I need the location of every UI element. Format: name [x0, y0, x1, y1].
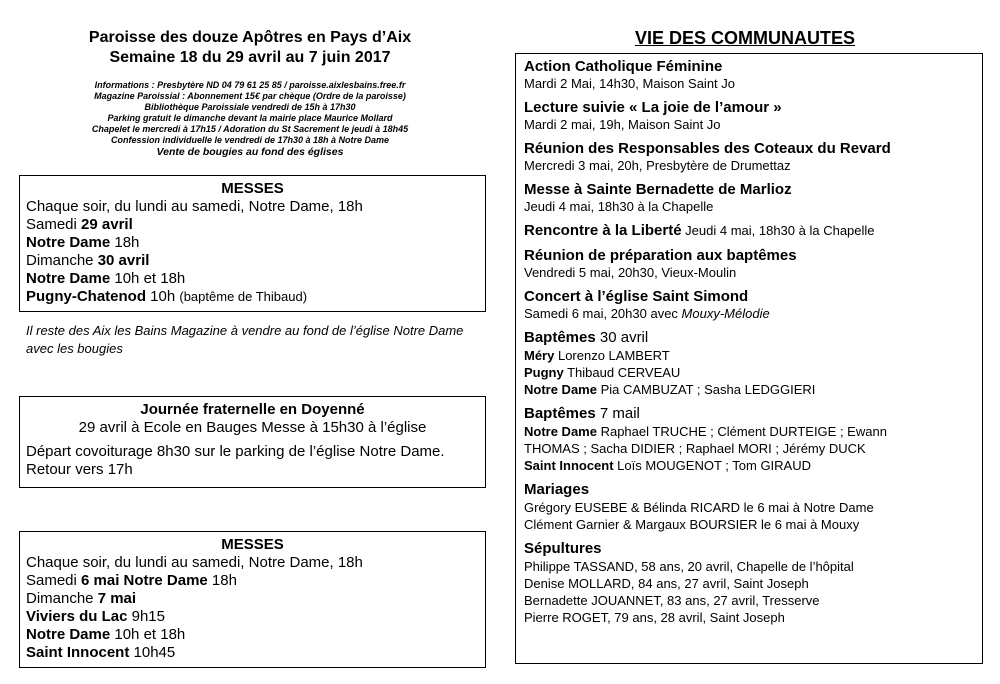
magazine-note: Il reste des Aix les Bains Magazine à vendre au fond de l’église Notre Dame avec les bougies: [26, 323, 464, 356]
bapt-line: Saint Innocent Loïs MOUGENOT ; Tom GIRAUD: [524, 458, 812, 473]
event-item: [524, 98, 974, 133]
sepulture-line: Bernadette JOUANNET, 83 ans, 27 avril, Tresserve: [524, 593, 820, 608]
mass-line: Dimanche 30 avril: [26, 252, 150, 269]
event-item: [524, 246, 974, 281]
journee-line: 29 avril à Ecole en Bauges Messe à 15h30 à l’église: [78, 419, 427, 436]
event-item: [524, 180, 974, 215]
event-detail: Jeudi 4 mai, 18h30 à la Chapelle: [524, 199, 714, 214]
sepulture-line: Denise MOLLARD, 84 ans, 27 avril, Saint Joseph: [524, 576, 809, 591]
info-line: Bibliothèque Paroissiale vendredi de 15h à 17h30: [144, 102, 356, 112]
communities-box: [515, 53, 983, 664]
event-detail: Vendredi 5 mai, 20h30, Vieux-Moulin: [524, 265, 737, 280]
baptems-section: [524, 404, 974, 474]
info-block: [30, 80, 470, 158]
event-detail: Jeudi 4 mai, 18h30 à la Chapelle: [681, 223, 875, 238]
event-detail: Samedi 6 mai, 20h30 avec Mouxy-Mélodie: [524, 306, 770, 321]
event-title: Lecture suivie « La joie de l’amour »: [524, 99, 782, 116]
event-item: [524, 139, 974, 174]
journee-line: Départ covoiturage 8h30 sur le parking de l’église Notre Dame.: [26, 443, 445, 460]
info-line: Vente de bougies au fond des églises: [156, 146, 344, 158]
messes-title: MESSES: [221, 536, 284, 553]
info-line: Chapelet le mercredi à 17h15 / Adoration du St Sacrement le jeudi à 18h45: [91, 124, 409, 134]
event-title: Action Catholique Féminine: [524, 58, 723, 75]
mass-line: Chaque soir, du lundi au samedi, Notre Dame, 18h: [26, 554, 363, 571]
section-title: Mariages: [524, 481, 590, 498]
event-title: Réunion des Responsables des Coteaux du Revard: [524, 140, 891, 157]
info-line: Parking gratuit le dimanche devant la mairie place Maurice Mollard: [107, 113, 393, 123]
info-line: Magazine Paroissial : Abonnement 15€ par chèque (Ordre de la paroisse): [94, 91, 406, 101]
mass-line: Chaque soir, du lundi au samedi, Notre Dame, 18h: [26, 198, 363, 215]
mariage-line: Clément Garnier & Margaux BOURSIER le 6 mai à Mouxy: [524, 517, 860, 532]
bapt-line: Méry Lorenzo LAMBERT: [524, 348, 670, 363]
mass-line: Notre Dame 10h et 18h: [26, 626, 186, 643]
event-title: Réunion de préparation aux baptêmes: [524, 247, 797, 264]
messes-title: MESSES: [221, 180, 284, 197]
bapt-line: Pugny Thibaud CERVEAU: [524, 365, 681, 380]
bapt-line: Notre Dame Raphael TRUCHE ; Clément DURTEIGE ; Ewann: [524, 424, 887, 439]
mariage-line: Grégory EUSEBE & Bélinda RICARD le 6 mai à Notre Dame: [524, 500, 874, 515]
sepulture-line: Philippe TASSAND, 58 ans, 20 avril, Chapelle de l’hôpital: [524, 559, 854, 574]
week-subtitle: Semaine 18 du 29 avril au 7 juin 2017: [109, 49, 391, 66]
event-detail: Mercredi 3 mai, 20h, Presbytère de Drumettaz: [524, 158, 791, 173]
messes-box-2: [19, 531, 486, 668]
event-detail: Mardi 2 mai, 19h, Maison Saint Jo: [524, 117, 721, 132]
mass-line: Samedi 29 avril: [26, 216, 133, 233]
event-title: Rencontre à la Liberté Jeudi 4 mai, 18h30 à la Chapelle: [524, 222, 875, 239]
mass-line: Notre Dame 10h et 18h: [26, 270, 186, 287]
journee-title: Journée fraternelle en Doyenné: [140, 401, 365, 418]
section-title: Sépultures: [524, 540, 602, 557]
journee-line: Retour vers 17h: [26, 461, 133, 478]
mass-line: Dimanche 7 mai: [26, 590, 137, 607]
event-item: [524, 287, 974, 322]
mass-line: Saint Innocent 10h45: [26, 644, 176, 661]
sepultures-section: [524, 539, 974, 626]
info-line: Confession individuelle le vendredi de 17h30 à 18h à Notre Dame: [110, 135, 390, 145]
sepulture-line: Pierre ROGET, 79 ans, 28 avril, Saint Joseph: [524, 610, 785, 625]
event-title: Concert à l’église Saint Simond: [524, 288, 749, 305]
info-line: Informations : Presbytère ND 04 79 61 25 85 / paroisse.aixlesbains.free.fr: [94, 80, 406, 90]
bapt-line: THOMAS ; Sacha DIDIER ; Raphael MORI ; Jérémy DUCK: [524, 441, 866, 456]
section-title: Baptêmes 30 avril: [524, 329, 649, 346]
event-detail: Mardi 2 Mai, 14h30, Maison Saint Jo: [524, 76, 735, 91]
mass-line: Samedi 6 mai Notre Dame 18h: [26, 572, 237, 589]
event-item: [524, 57, 974, 92]
bapt-line: Notre Dame Pia CAMBUZAT ; Sasha LEDGGIERI: [524, 382, 816, 397]
messes-box-1: [19, 175, 486, 312]
section-title: Baptêmes 7 mail: [524, 405, 640, 422]
event-title: Messe à Sainte Bernadette de Marlioz: [524, 181, 792, 198]
mariages-section: [524, 480, 974, 533]
journee-box: [19, 396, 486, 488]
mass-line: Pugny-Chatenod 10h (baptême de Thibaud): [26, 288, 308, 305]
communities-title: VIE DES COMMUNAUTES: [634, 28, 856, 48]
event-item: [524, 221, 974, 240]
mass-line: Viviers du Lac 9h15: [26, 608, 165, 625]
baptems-section: [524, 328, 974, 398]
parish-title: Paroisse des douze Apôtres en Pays d’Aix: [88, 29, 412, 46]
mass-line: Notre Dame 18h: [26, 234, 140, 251]
